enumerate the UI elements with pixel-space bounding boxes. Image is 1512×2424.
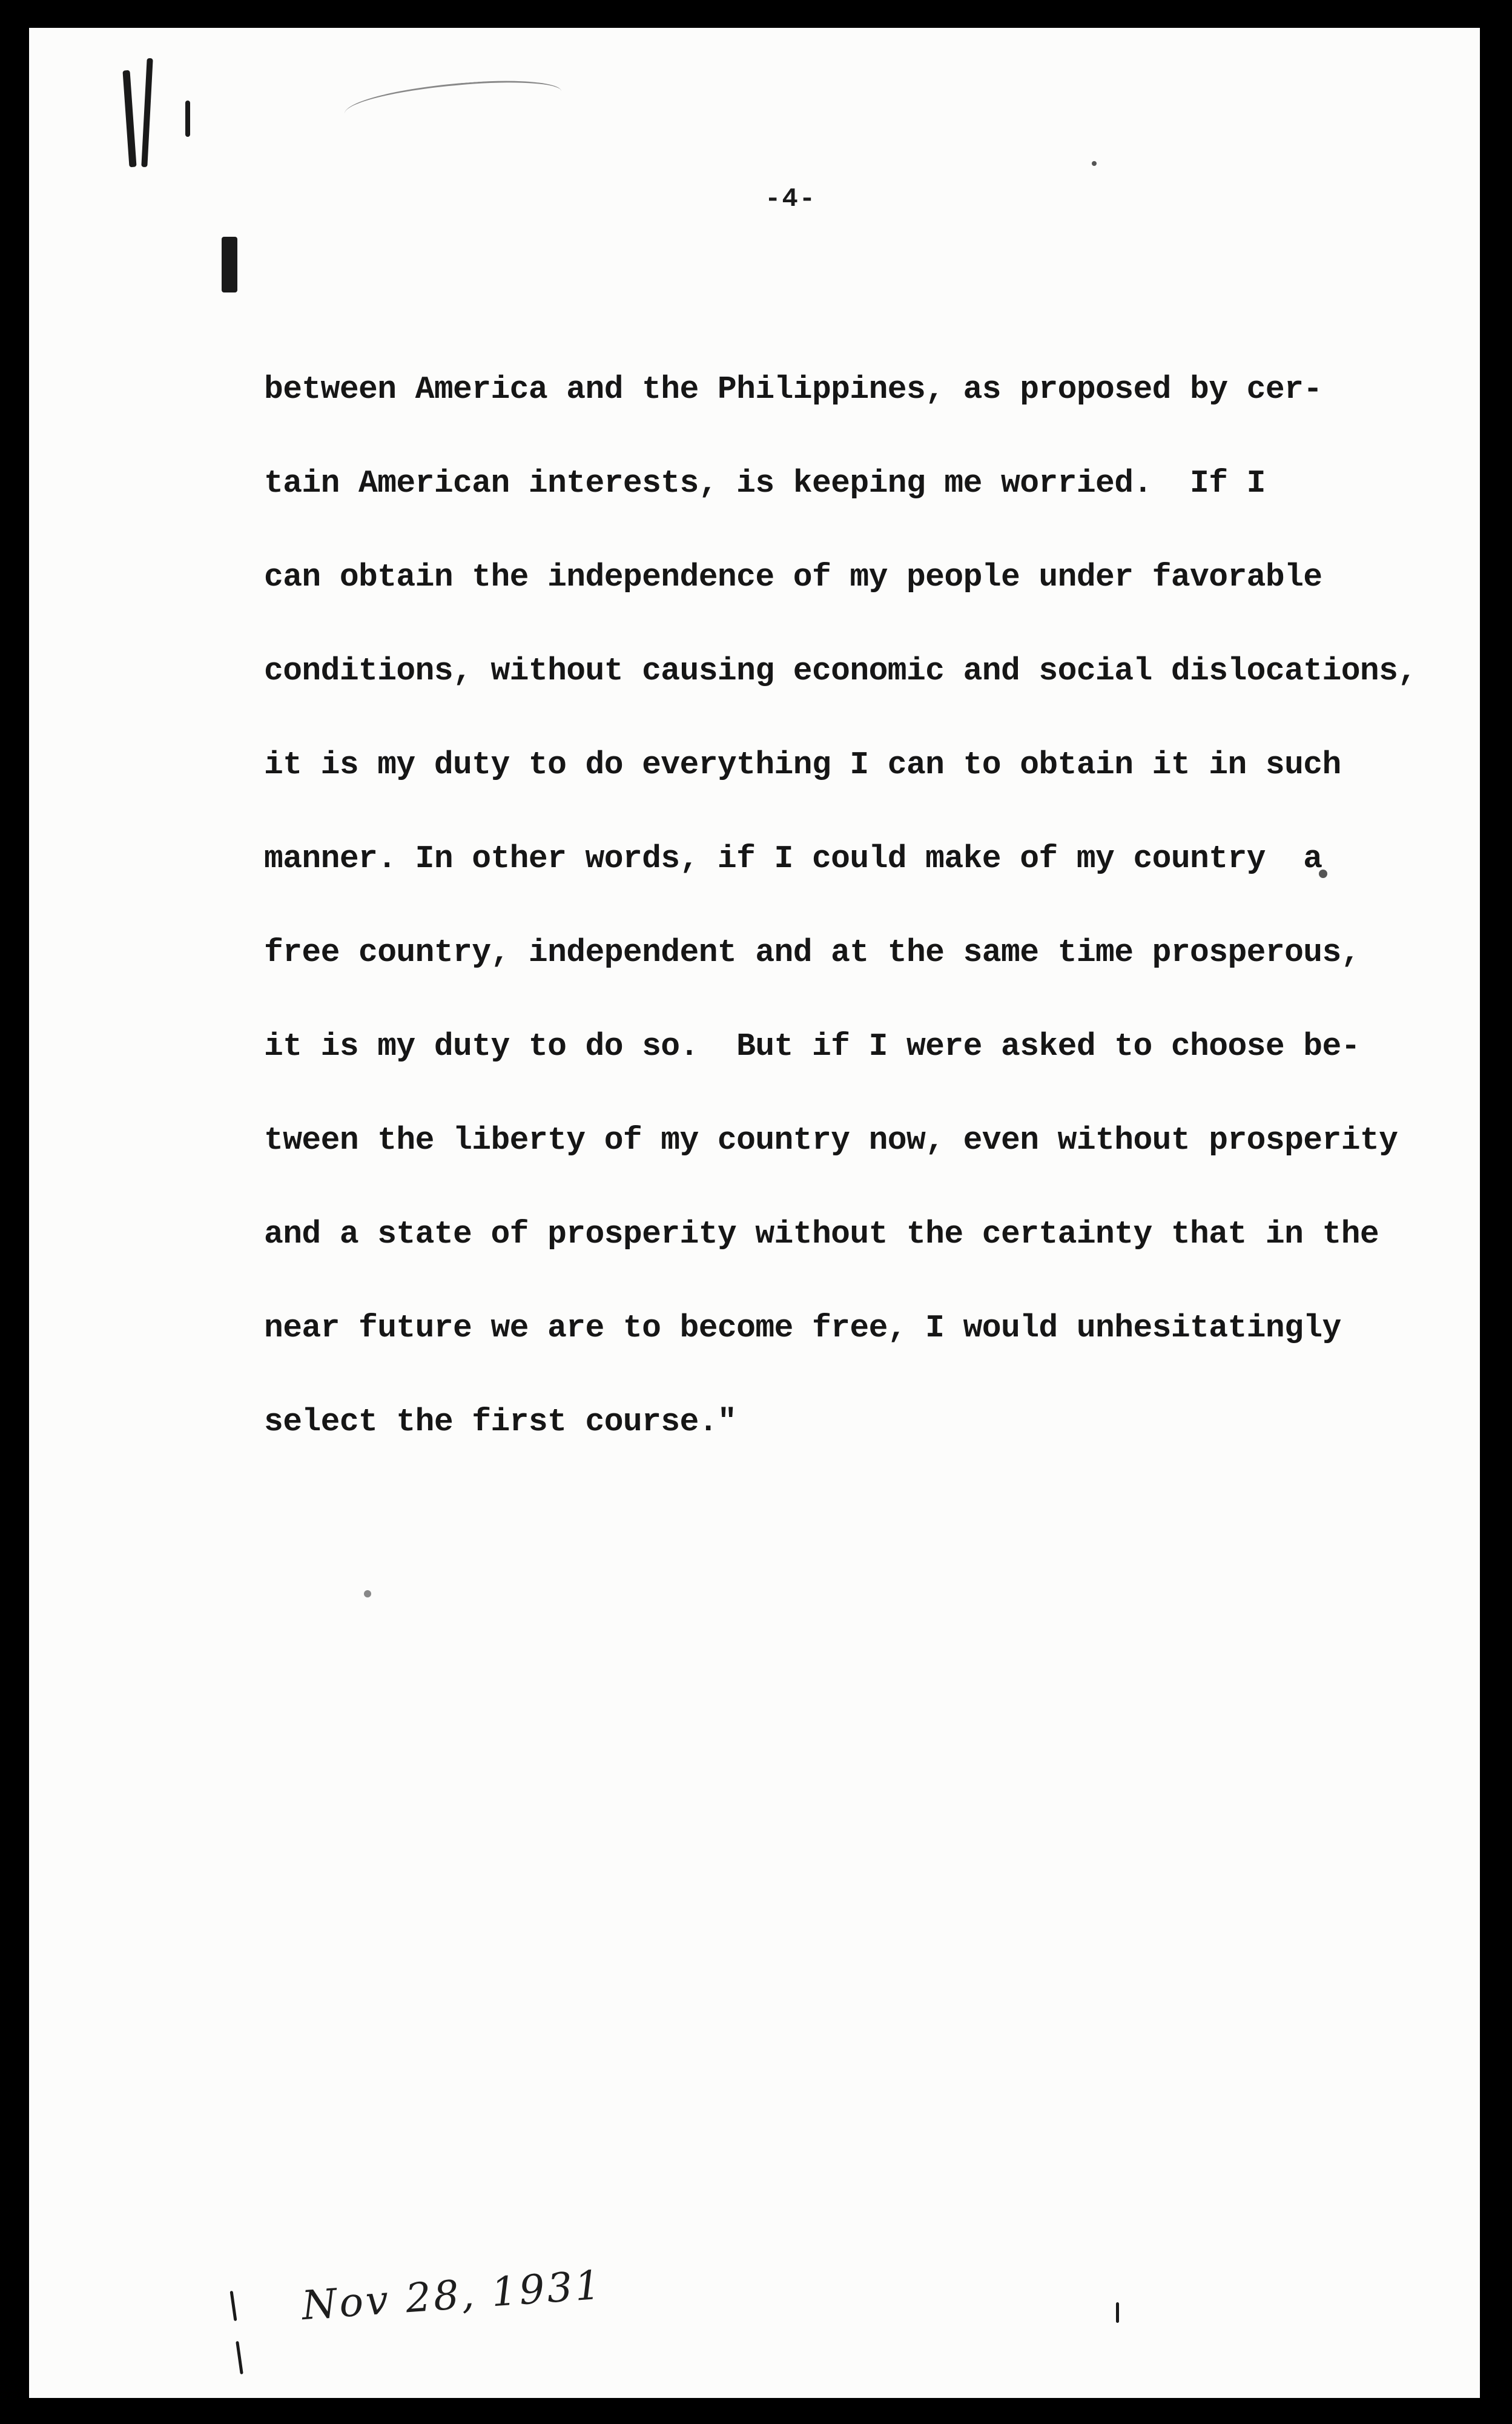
pencil-stroke <box>343 76 563 130</box>
margin-mark <box>1116 2302 1119 2323</box>
margin-mark <box>230 2291 237 2321</box>
text-line: between America and the Philippines, as proposed by cer- <box>264 371 1322 408</box>
page-number: -4- <box>765 184 817 214</box>
text-line: it is my duty to do so. But if I were asked to choose be- <box>264 1028 1360 1065</box>
margin-mark <box>222 237 237 292</box>
text-line: can obtain the independence of my people under favorable <box>264 559 1322 595</box>
text-line: near future we are to become free, I would unhesitatingly <box>264 1310 1341 1346</box>
margin-mark <box>185 101 190 137</box>
text-line: conditions, without causing economic and social dislocations, <box>264 653 1417 689</box>
margin-mark <box>122 70 136 167</box>
dust-speck <box>1092 161 1097 166</box>
text-line: free country, independent and at the same time prosperous, <box>264 934 1360 971</box>
text-line: manner. In other words, if I could make of my country a <box>264 840 1322 877</box>
document-page <box>29 28 1480 2398</box>
dust-speck <box>364 1590 371 1597</box>
margin-mark <box>141 58 153 167</box>
text-line: tween the liberty of my country now, even without prosperity <box>264 1122 1398 1158</box>
text-line: tain American interests, is keeping me worried. If I <box>264 465 1266 501</box>
text-line: select the first course." <box>264 1404 737 1440</box>
handwritten-date: Nov 28, 1931 <box>300 2261 604 2330</box>
margin-mark <box>236 2341 243 2374</box>
body-text <box>264 343 1451 1469</box>
text-line: and a state of prosperity without the certainty that in the <box>264 1216 1379 1252</box>
text-line: it is my duty to do everything I can to obtain it in such <box>264 747 1341 783</box>
